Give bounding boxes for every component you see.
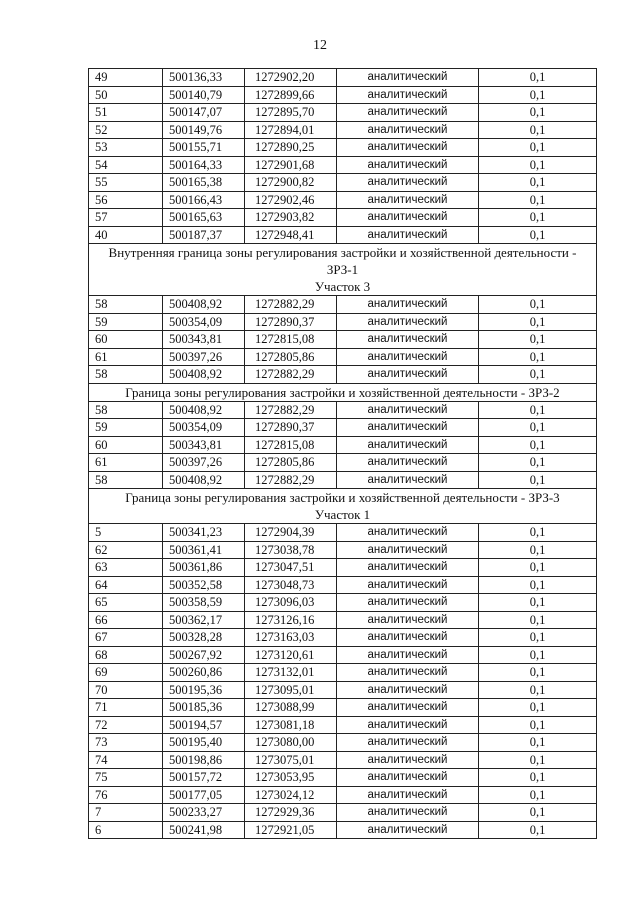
- accuracy-cell: 0,1: [479, 436, 597, 454]
- point-number-cell: 73: [89, 734, 163, 752]
- table-row: [89, 629, 597, 647]
- x-coordinate-cell: 500136,33: [163, 69, 245, 87]
- method-cell: аналитический: [337, 436, 479, 454]
- table-row: [89, 209, 597, 227]
- x-coordinate-cell: 500343,81: [163, 331, 245, 349]
- section-heading-line: ЗРЗ-1: [326, 262, 359, 277]
- point-number-cell: 59: [89, 419, 163, 437]
- method-cell: аналитический: [337, 699, 479, 717]
- y-coordinate-cell: 1273048,73: [245, 576, 337, 594]
- accuracy-cell: 0,1: [479, 629, 597, 647]
- table-row: [89, 401, 597, 419]
- method-cell: аналитический: [337, 69, 479, 87]
- point-number-cell: 75: [89, 769, 163, 787]
- method-cell: аналитический: [337, 751, 479, 769]
- y-coordinate-cell: 1272902,46: [245, 191, 337, 209]
- accuracy-cell: 0,1: [479, 69, 597, 87]
- point-number-cell: 60: [89, 331, 163, 349]
- point-number-cell: 55: [89, 174, 163, 192]
- point-number-cell: 58: [89, 296, 163, 314]
- accuracy-cell: 0,1: [479, 313, 597, 331]
- point-number-cell: 61: [89, 348, 163, 366]
- point-number-cell: 70: [89, 681, 163, 699]
- point-number-cell: 58: [89, 471, 163, 489]
- point-number-cell: 74: [89, 751, 163, 769]
- y-coordinate-cell: 1272899,66: [245, 86, 337, 104]
- method-cell: аналитический: [337, 804, 479, 822]
- x-coordinate-cell: 500361,86: [163, 559, 245, 577]
- y-coordinate-cell: 1273088,99: [245, 699, 337, 717]
- point-number-cell: 69: [89, 664, 163, 682]
- y-coordinate-cell: 1273024,12: [245, 786, 337, 804]
- accuracy-cell: 0,1: [479, 664, 597, 682]
- table-row: [89, 313, 597, 331]
- table-row: [89, 226, 597, 244]
- point-number-cell: 49: [89, 69, 163, 87]
- accuracy-cell: 0,1: [479, 454, 597, 472]
- method-cell: аналитический: [337, 86, 479, 104]
- method-cell: аналитический: [337, 419, 479, 437]
- table-row: [89, 454, 597, 472]
- y-coordinate-cell: 1272882,29: [245, 296, 337, 314]
- y-coordinate-cell: 1272929,36: [245, 804, 337, 822]
- method-cell: аналитический: [337, 121, 479, 139]
- y-coordinate-cell: 1273095,01: [245, 681, 337, 699]
- section-heading-line: Участок 1: [314, 507, 371, 522]
- x-coordinate-cell: 500198,86: [163, 751, 245, 769]
- table-row: [89, 471, 597, 489]
- method-cell: аналитический: [337, 331, 479, 349]
- x-coordinate-cell: 500195,36: [163, 681, 245, 699]
- accuracy-cell: 0,1: [479, 524, 597, 542]
- method-cell: аналитический: [337, 226, 479, 244]
- y-coordinate-cell: 1272903,82: [245, 209, 337, 227]
- method-cell: аналитический: [337, 139, 479, 157]
- y-coordinate-cell: 1272815,08: [245, 331, 337, 349]
- accuracy-cell: 0,1: [479, 348, 597, 366]
- x-coordinate-cell: 500328,28: [163, 629, 245, 647]
- x-coordinate-cell: 500397,26: [163, 348, 245, 366]
- point-number-cell: 53: [89, 139, 163, 157]
- table-row: [89, 174, 597, 192]
- point-number-cell: 59: [89, 313, 163, 331]
- table-row: [89, 104, 597, 122]
- y-coordinate-cell: 1272901,68: [245, 156, 337, 174]
- point-number-cell: 68: [89, 646, 163, 664]
- accuracy-cell: 0,1: [479, 174, 597, 192]
- point-number-cell: 64: [89, 576, 163, 594]
- accuracy-cell: 0,1: [479, 804, 597, 822]
- y-coordinate-cell: 1273126,16: [245, 611, 337, 629]
- point-number-cell: 51: [89, 104, 163, 122]
- method-cell: аналитический: [337, 734, 479, 752]
- method-cell: аналитический: [337, 594, 479, 612]
- point-number-cell: 72: [89, 716, 163, 734]
- x-coordinate-cell: 500187,37: [163, 226, 245, 244]
- accuracy-cell: 0,1: [479, 559, 597, 577]
- x-coordinate-cell: 500358,59: [163, 594, 245, 612]
- section-heading: [89, 244, 597, 296]
- method-cell: аналитический: [337, 541, 479, 559]
- table-row: [89, 594, 597, 612]
- method-cell: аналитический: [337, 156, 479, 174]
- accuracy-cell: 0,1: [479, 419, 597, 437]
- point-number-cell: 61: [89, 454, 163, 472]
- point-number-cell: 6: [89, 821, 163, 839]
- y-coordinate-cell: 1273096,03: [245, 594, 337, 612]
- y-coordinate-cell: 1272890,25: [245, 139, 337, 157]
- point-number-cell: 76: [89, 786, 163, 804]
- method-cell: аналитический: [337, 681, 479, 699]
- table-row: [89, 296, 597, 314]
- x-coordinate-cell: 500140,79: [163, 86, 245, 104]
- method-cell: аналитический: [337, 716, 479, 734]
- y-coordinate-cell: 1273075,01: [245, 751, 337, 769]
- table-row: [89, 191, 597, 209]
- y-coordinate-cell: 1272815,08: [245, 436, 337, 454]
- accuracy-cell: 0,1: [479, 366, 597, 384]
- section-heading: [89, 489, 597, 524]
- accuracy-cell: 0,1: [479, 104, 597, 122]
- coordinates-table-body: [89, 69, 597, 839]
- x-coordinate-cell: 500157,72: [163, 769, 245, 787]
- method-cell: аналитический: [337, 559, 479, 577]
- point-number-cell: 65: [89, 594, 163, 612]
- method-cell: аналитический: [337, 348, 479, 366]
- method-cell: аналитический: [337, 821, 479, 839]
- accuracy-cell: 0,1: [479, 821, 597, 839]
- section-heading-line: Участок 3: [314, 279, 371, 294]
- method-cell: аналитический: [337, 104, 479, 122]
- x-coordinate-cell: 500241,98: [163, 821, 245, 839]
- table-row: [89, 121, 597, 139]
- method-cell: аналитический: [337, 366, 479, 384]
- method-cell: аналитический: [337, 209, 479, 227]
- point-number-cell: 50: [89, 86, 163, 104]
- x-coordinate-cell: 500267,92: [163, 646, 245, 664]
- accuracy-cell: 0,1: [479, 576, 597, 594]
- table-row: [89, 436, 597, 454]
- y-coordinate-cell: 1272882,29: [245, 366, 337, 384]
- point-number-cell: 52: [89, 121, 163, 139]
- point-number-cell: 57: [89, 209, 163, 227]
- accuracy-cell: 0,1: [479, 594, 597, 612]
- y-coordinate-cell: 1273038,78: [245, 541, 337, 559]
- x-coordinate-cell: 500147,07: [163, 104, 245, 122]
- x-coordinate-cell: 500155,71: [163, 139, 245, 157]
- accuracy-cell: 0,1: [479, 716, 597, 734]
- y-coordinate-cell: 1272900,82: [245, 174, 337, 192]
- table-row: [89, 751, 597, 769]
- method-cell: аналитический: [337, 524, 479, 542]
- method-cell: аналитический: [337, 191, 479, 209]
- table-row: [89, 366, 597, 384]
- table-row: [89, 348, 597, 366]
- point-number-cell: 71: [89, 699, 163, 717]
- y-coordinate-cell: 1273081,18: [245, 716, 337, 734]
- accuracy-cell: 0,1: [479, 769, 597, 787]
- accuracy-cell: 0,1: [479, 471, 597, 489]
- method-cell: аналитический: [337, 454, 479, 472]
- section-heading-row: [89, 244, 597, 296]
- method-cell: аналитический: [337, 401, 479, 419]
- x-coordinate-cell: 500397,26: [163, 454, 245, 472]
- accuracy-cell: 0,1: [479, 121, 597, 139]
- y-coordinate-cell: 1272805,86: [245, 454, 337, 472]
- method-cell: аналитический: [337, 576, 479, 594]
- x-coordinate-cell: 500233,27: [163, 804, 245, 822]
- method-cell: аналитический: [337, 313, 479, 331]
- y-coordinate-cell: 1273053,95: [245, 769, 337, 787]
- table-row: [89, 699, 597, 717]
- x-coordinate-cell: 500260,86: [163, 664, 245, 682]
- table-row: [89, 611, 597, 629]
- accuracy-cell: 0,1: [479, 646, 597, 664]
- accuracy-cell: 0,1: [479, 191, 597, 209]
- method-cell: аналитический: [337, 646, 479, 664]
- accuracy-cell: 0,1: [479, 209, 597, 227]
- table-row: [89, 769, 597, 787]
- y-coordinate-cell: 1272805,86: [245, 348, 337, 366]
- table-row: [89, 681, 597, 699]
- x-coordinate-cell: 500354,09: [163, 313, 245, 331]
- method-cell: аналитический: [337, 786, 479, 804]
- method-cell: аналитический: [337, 769, 479, 787]
- x-coordinate-cell: 500362,17: [163, 611, 245, 629]
- point-number-cell: 7: [89, 804, 163, 822]
- method-cell: аналитический: [337, 296, 479, 314]
- y-coordinate-cell: 1272894,01: [245, 121, 337, 139]
- accuracy-cell: 0,1: [479, 86, 597, 104]
- x-coordinate-cell: 500149,76: [163, 121, 245, 139]
- x-coordinate-cell: 500408,92: [163, 471, 245, 489]
- y-coordinate-cell: 1272895,70: [245, 104, 337, 122]
- y-coordinate-cell: 1273132,01: [245, 664, 337, 682]
- y-coordinate-cell: 1272921,05: [245, 821, 337, 839]
- y-coordinate-cell: 1273080,00: [245, 734, 337, 752]
- point-number-cell: 63: [89, 559, 163, 577]
- x-coordinate-cell: 500341,23: [163, 524, 245, 542]
- point-number-cell: 66: [89, 611, 163, 629]
- accuracy-cell: 0,1: [479, 699, 597, 717]
- accuracy-cell: 0,1: [479, 139, 597, 157]
- accuracy-cell: 0,1: [479, 296, 597, 314]
- point-number-cell: 54: [89, 156, 163, 174]
- table-row: [89, 559, 597, 577]
- point-number-cell: 58: [89, 401, 163, 419]
- section-heading-row: [89, 383, 597, 401]
- x-coordinate-cell: 500177,05: [163, 786, 245, 804]
- table-row: [89, 716, 597, 734]
- method-cell: аналитический: [337, 611, 479, 629]
- accuracy-cell: 0,1: [479, 786, 597, 804]
- accuracy-cell: 0,1: [479, 541, 597, 559]
- x-coordinate-cell: 500164,33: [163, 156, 245, 174]
- table-row: [89, 69, 597, 87]
- x-coordinate-cell: 500408,92: [163, 366, 245, 384]
- page-number: 12: [313, 38, 327, 53]
- x-coordinate-cell: 500361,41: [163, 541, 245, 559]
- accuracy-cell: 0,1: [479, 751, 597, 769]
- y-coordinate-cell: 1272882,29: [245, 401, 337, 419]
- x-coordinate-cell: 500408,92: [163, 401, 245, 419]
- table-row: [89, 139, 597, 157]
- accuracy-cell: 0,1: [479, 681, 597, 699]
- point-number-cell: 56: [89, 191, 163, 209]
- y-coordinate-cell: 1272882,29: [245, 471, 337, 489]
- point-number-cell: 67: [89, 629, 163, 647]
- accuracy-cell: 0,1: [479, 331, 597, 349]
- table-row: [89, 821, 597, 839]
- section-heading: [89, 383, 597, 401]
- section-heading-line: Граница зоны регулирования застройки и хозяйственной деятельности - ЗРЗ-2: [125, 384, 560, 400]
- y-coordinate-cell: 1273047,51: [245, 559, 337, 577]
- x-coordinate-cell: 500343,81: [163, 436, 245, 454]
- table-row: [89, 524, 597, 542]
- accuracy-cell: 0,1: [479, 401, 597, 419]
- x-coordinate-cell: 500195,40: [163, 734, 245, 752]
- x-coordinate-cell: 500408,92: [163, 296, 245, 314]
- table-row: [89, 419, 597, 437]
- x-coordinate-cell: 500185,36: [163, 699, 245, 717]
- x-coordinate-cell: 500166,43: [163, 191, 245, 209]
- y-coordinate-cell: 1273163,03: [245, 629, 337, 647]
- accuracy-cell: 0,1: [479, 611, 597, 629]
- table-row: [89, 786, 597, 804]
- x-coordinate-cell: 500354,09: [163, 419, 245, 437]
- y-coordinate-cell: 1272902,20: [245, 69, 337, 87]
- y-coordinate-cell: 1272948,41: [245, 226, 337, 244]
- x-coordinate-cell: 500352,58: [163, 576, 245, 594]
- section-heading-line: Внутренняя граница зоны регулирования застройки и хозяйственной деятельности -: [108, 245, 577, 260]
- y-coordinate-cell: 1272890,37: [245, 313, 337, 331]
- coordinates-table: [88, 68, 597, 839]
- accuracy-cell: 0,1: [479, 734, 597, 752]
- point-number-cell: 5: [89, 524, 163, 542]
- x-coordinate-cell: 500165,38: [163, 174, 245, 192]
- table-row: [89, 576, 597, 594]
- point-number-cell: 58: [89, 366, 163, 384]
- table-row: [89, 86, 597, 104]
- table-row: [89, 664, 597, 682]
- point-number-cell: 62: [89, 541, 163, 559]
- table-row: [89, 734, 597, 752]
- section-heading-line: Граница зоны регулирования застройки и хозяйственной деятельности - ЗРЗ-3: [125, 490, 560, 505]
- y-coordinate-cell: 1273120,61: [245, 646, 337, 664]
- accuracy-cell: 0,1: [479, 156, 597, 174]
- method-cell: аналитический: [337, 471, 479, 489]
- y-coordinate-cell: 1272890,37: [245, 419, 337, 437]
- method-cell: аналитический: [337, 664, 479, 682]
- section-heading-row: [89, 489, 597, 524]
- table-row: [89, 541, 597, 559]
- y-coordinate-cell: 1272904,39: [245, 524, 337, 542]
- accuracy-cell: 0,1: [479, 226, 597, 244]
- point-number-cell: 60: [89, 436, 163, 454]
- point-number-cell: 40: [89, 226, 163, 244]
- table-row: [89, 331, 597, 349]
- table-row: [89, 156, 597, 174]
- x-coordinate-cell: 500194,57: [163, 716, 245, 734]
- x-coordinate-cell: 500165,63: [163, 209, 245, 227]
- table-row: [89, 804, 597, 822]
- table-row: [89, 646, 597, 664]
- method-cell: аналитический: [337, 174, 479, 192]
- method-cell: аналитический: [337, 629, 479, 647]
